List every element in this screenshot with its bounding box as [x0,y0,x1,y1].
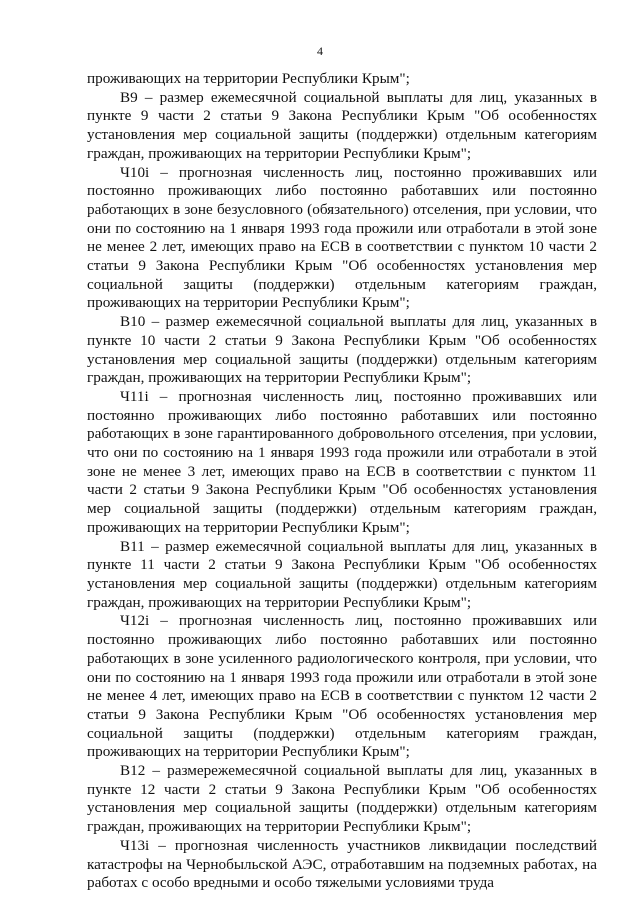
paragraph-b12: В12 – размережемесячной социальной выплаты для лиц, указанных в пункте 12 части 2 статьи 9 Закона Республики Крым "Об особенностях установления мер социальной защиты (поддержки) отдельным категориям граждан, проживающих на территории Республики Крым"; [87,762,597,836]
paragraph-ch13: Ч13i – прогнозная численность участников ликвидации последствий катастрофы на Чернобыльской АЭС, отработавшим на подземных работах, на работах с особо вредными и особо тяжелыми условиями труда [87,836,597,892]
paragraph-b9: В9 – размер ежемесячной социальной выплаты для лиц, указанных в пункте 9 части 2 статьи 9 Закона Республики Крым "Об особенностях установления мер социальной защиты (поддержки) отдельным категориям граждан, проживающих на территории Республики Крым"; [87,88,597,162]
paragraph-ch10: Ч10i – прогнозная численность лиц, постоянно проживавших или постоянно проживающих либо постоянно работавших или постоянно работающих в зоне безусловного (обязательного) отселения, при условии, что они по состоянию на 1 января 1993 года прожили или отработали в этой зоне не менее 2 лет, имеющих право на ЕСВ в соответствии с пунктом 10 части 2 статьи 9 Закона Республики Крым "Об особенностях установления мер социальной защиты (поддержки) отдельным категориям граждан, проживающих на территории Республики Крым"; [87,163,597,312]
paragraph-continuation: проживающих на территории Республики Крым"; [87,70,410,87]
paragraph-ch11: Ч11i – прогнозная численность лиц, постоянно проживавших или постоянно проживающих либо постоянно работавших или постоянно работающих в зоне гарантированного добровольного отселения, при условии, что они по состоянию на 1 января 1993 года прожили или отработали в этой зоне не менее 3 лет, имеющих право на ЕСВ в соответствии с пунктом 11 части 2 статьи 9 Закона Республики Крым "Об особенностях установления мер социальной защиты (поддержки) отдельным категориям граждан, проживающих на территории Республики Крым"; [87,387,597,536]
page-number: 4 [317,44,323,58]
paragraph-b10: В10 – размер ежемесячной социальной выплаты для лиц, указанных в пункте 10 части 2 статьи 9 Закона Республики Крым "Об особенностях установления мер социальной защиты (поддержки) отдельным категориям граждан, проживающих на территории Республики Крым"; [87,313,597,387]
document-body [87,70,597,893]
paragraph-b11: В11 – размер ежемесячной социальной выплаты для лиц, указанных в пункте 11 части 2 статьи 9 Закона Республики Крым "Об особенностях установления мер социальной защиты (поддержки) отдельным категориям граждан, проживающих на территории Республики Крым"; [87,537,597,611]
paragraph-ch12: Ч12i – прогнозная численность лиц, постоянно проживавших или постоянно проживающих либо постоянно работавших или постоянно работающих в зоне усиленного радиологического контроля, при условии, что они по состоянию на 1 января 1993 года прожили или отработали в этой зоне не менее 4 лет, имеющих право на ЕСВ в соответствии с пунктом 12 части 2 статьи 9 Закона Республики Крым "Об особенностях установления мер социальной защиты (поддержки) отдельным категориям граждан, проживающих на территории Республики Крым"; [87,612,597,761]
